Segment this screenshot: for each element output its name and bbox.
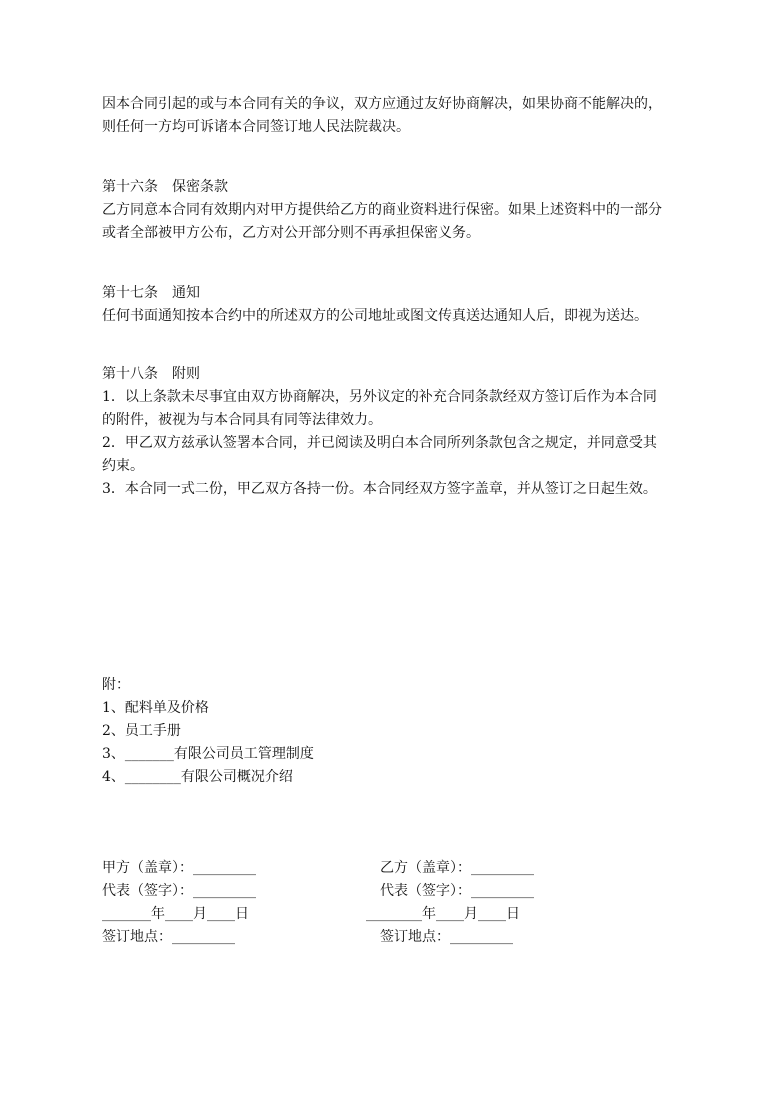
appendix-heading: 附：	[102, 677, 130, 693]
party-a-date-field: _______年____月____日	[102, 906, 249, 922]
party-a-place-field: 签订地点：_________	[102, 929, 235, 945]
article-16-text-line: 乙方同意本合同有效期内对甲方提供给乙方的商业资料进行保密。如果上述资料中的一部分	[102, 202, 662, 218]
article-18-item-1-line: 1．以上条款未尽事宜由双方协商解决，另外议定的补充合同条款经双方签订后作为本合同	[102, 389, 657, 405]
appendix-item: 4、________有限公司概况介绍	[102, 769, 293, 785]
party-b-representative-field: 代表（签字）：_________	[380, 883, 534, 899]
article-18-heading: 第十八条 附则	[102, 366, 200, 382]
party-a-seal-field: 甲方（盖章）：_________	[102, 860, 256, 876]
party-b-place-field: 签订地点：_________	[380, 929, 513, 945]
party-a-representative-field: 代表（签字）：_________	[102, 883, 256, 899]
party-b-date-field: ________年____月____日	[366, 906, 520, 922]
party-b-seal-field: 乙方（盖章）：_________	[380, 860, 534, 876]
article-18-item-1-line: 的附件，被视为与本合同具有同等法律效力。	[102, 412, 382, 428]
appendix-item: 2、员工手册	[102, 723, 181, 739]
article-18-item-3-line: 3．本合同一式二份，甲乙双方各持一份。本合同经双方签字盖章，并从签订之日起生效。	[102, 481, 657, 497]
appendix-item: 3、_______有限公司员工管理制度	[102, 746, 314, 762]
article-17-heading: 第十七条 通知	[102, 285, 200, 301]
dispute-text-line: 则任何一方均可诉诸本合同签订地人民法院裁决。	[102, 119, 410, 135]
article-18-item-2-line: 约束。	[102, 458, 144, 474]
article-16-text-line: 或者全部被甲方公布，乙方对公开部分则不再承担保密义务。	[102, 225, 480, 241]
dispute-text-line: 因本合同引起的或与本合同有关的争议，双方应通过友好协商解决，如果协商不能解决的，	[102, 96, 662, 112]
article-17-text-line: 任何书面通知按本合约中的所述双方的公司地址或图文传真送达通知人后，即视为送达。	[102, 308, 648, 324]
article-16-heading: 第十六条 保密条款	[102, 179, 228, 195]
appendix-item: 1、配料单及价格	[102, 700, 209, 716]
article-18-item-2-line: 2．甲乙双方兹承认签署本合同，并已阅读及明白本合同所列条款包含之规定，并同意受其	[102, 435, 657, 451]
